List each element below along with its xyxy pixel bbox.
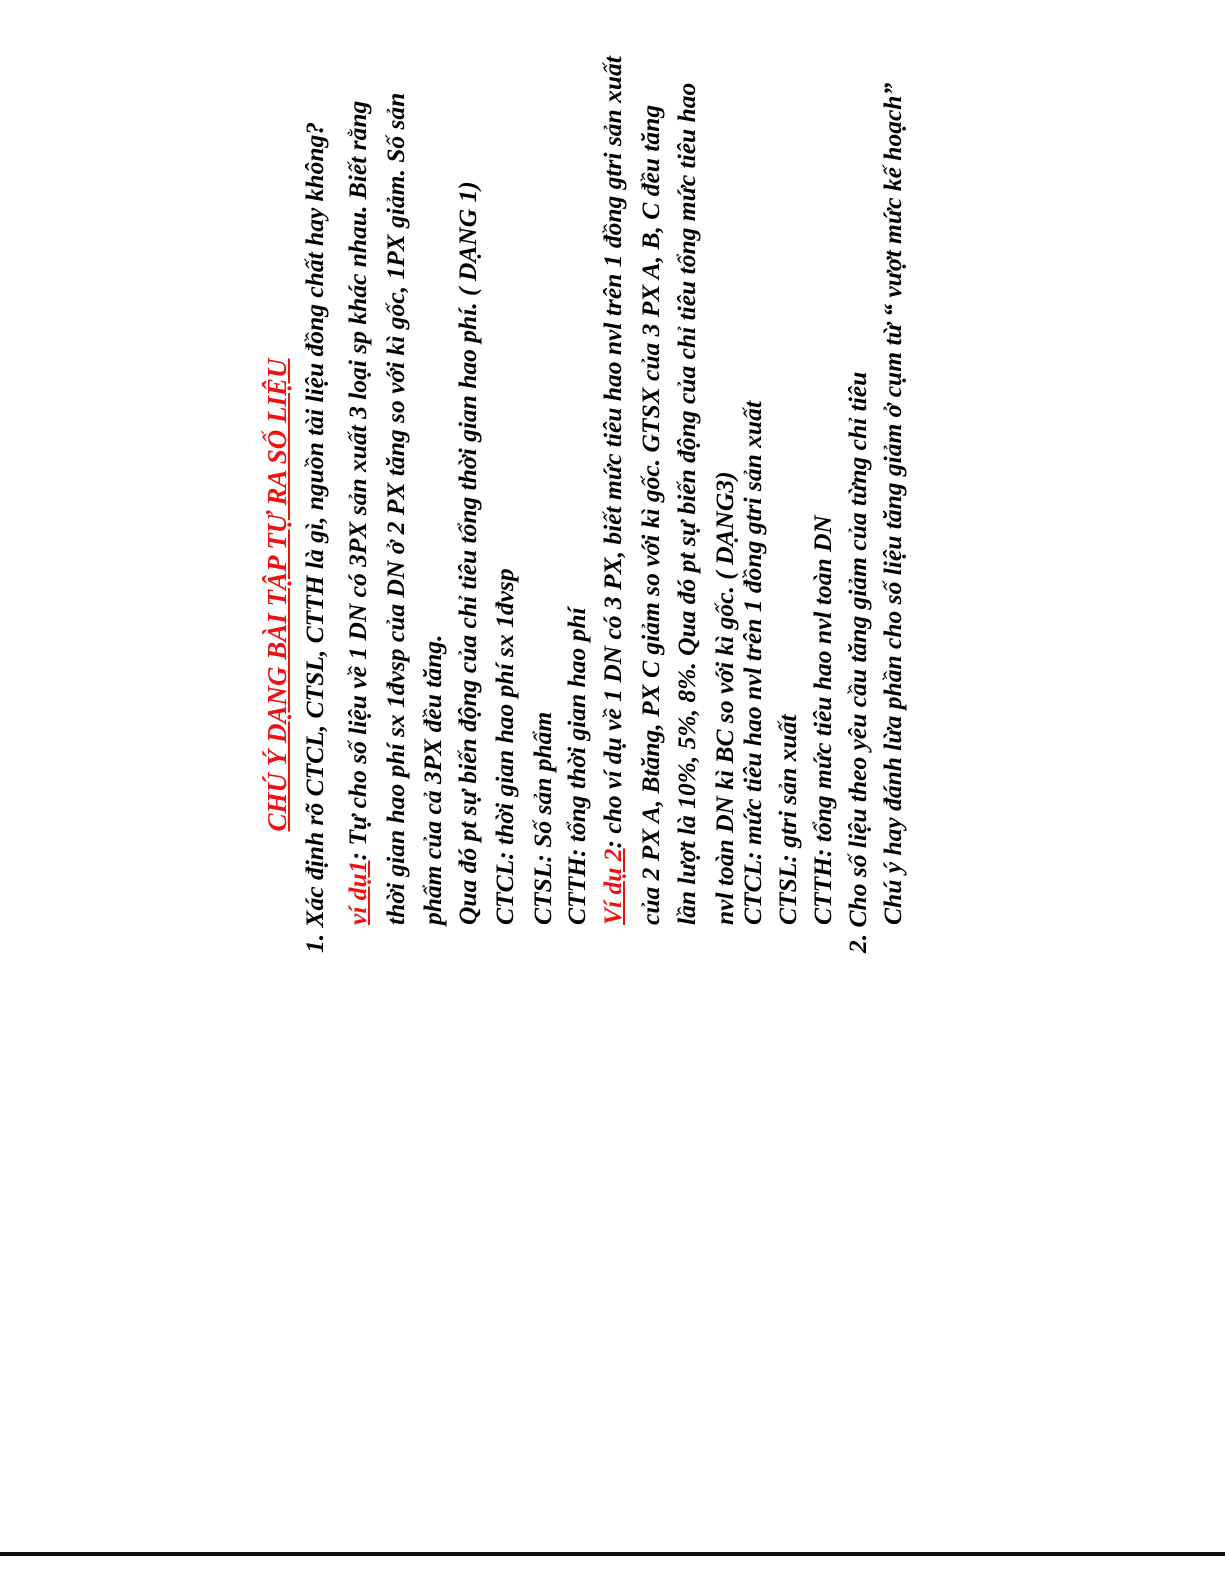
line-3: thời gian hao phí sx 1đvsp của DN ở 2 PX tăng so với kì gốc, 1PX giảm. Số sản	[381, 92, 410, 925]
line-8: CTTH: tổng thời gian hao phí	[562, 607, 591, 925]
line-4: phẩm của cả 3PX đều tăng.	[418, 634, 447, 925]
line-17: Chú ý hay đánh lừa phần cho số liệu tăng giảm ở cụm từ “ vượt mức kế hoạch”	[878, 82, 907, 925]
line-11: lần lượt là 10%, 5%, 8%. Qua đó pt sự biến động của chỉ tiêu tổng mức tiêu hao	[672, 82, 701, 925]
example-2-label: Ví dụ 2	[598, 848, 627, 925]
bottom-rule	[0, 1552, 1225, 1556]
page-title: CHÚ Ý DẠNG BÀI TẬP TỰ RA SỐ LIỆU	[262, 358, 292, 832]
line-9-text: : cho ví dụ về 1 DN có 3 PX, biết mức tiêu hao nvl trên 1 đồng gtri sản xuất	[598, 56, 627, 849]
rotated-page	[0, 56, 1225, 1045]
line-1: 1. Xác định rõ CTCL, CTSL, CTTH là gì, nguồn tài liệu đồng chất hay không?	[300, 121, 329, 953]
line-9	[598, 56, 628, 925]
line-2	[343, 101, 373, 925]
line-15: CTTH: tổng mức tiêu hao nvl toàn DN	[808, 515, 837, 925]
example-1-label: ví dụ1	[343, 860, 372, 925]
line-12: nvl toàn DN kì BC so với kì gốc. ( DẠNG3)	[710, 471, 739, 925]
line-6: CTCL: thời gian hao phí sx 1đvsp	[490, 568, 519, 925]
line-14: CTSL: gtri sản xuất	[773, 714, 802, 925]
line-10: của 2 PX A, Btăng, PX C giảm so với kì gốc. GTSX của 3 PX A, B, C đều tăng	[636, 104, 665, 925]
line-2-text: : Tự cho số liệu về 1 DN có 3PX sản xuất 3 loại sp khác nhau. Biết rằng	[343, 100, 372, 861]
line-16: 2. Cho số liệu theo yêu cầu tăng giảm của từng chỉ tiêu	[843, 371, 872, 953]
line-7: CTSL: Số sản phẩm	[528, 711, 557, 925]
line-5: Qua đó pt sự biến động của chỉ tiêu tổng thời gian hao phí. ( DẠNG 1)	[453, 181, 482, 925]
line-13: CTCL: mức tiêu hao nvl trên 1 đồng gtri sản xuất	[738, 401, 767, 925]
